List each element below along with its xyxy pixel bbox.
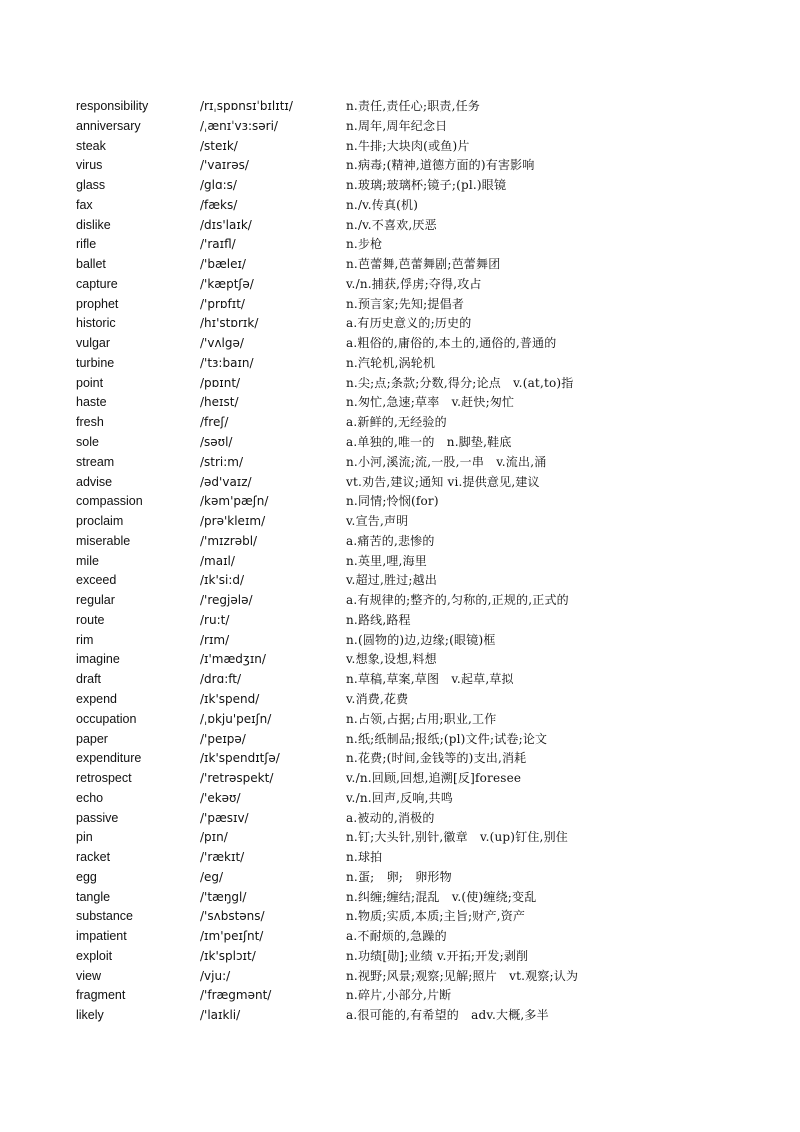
vocabulary-phonetic: /ru:t/ xyxy=(200,612,230,627)
vocabulary-row xyxy=(76,670,776,690)
vocabulary-word: exploit xyxy=(76,948,113,963)
vocabulary-phonetic: /'ekəʊ/ xyxy=(200,790,241,805)
vocabulary-meaning: a.有历史意义的;历史的 xyxy=(346,316,472,331)
vocabulary-phonetic: /eg/ xyxy=(200,869,224,884)
vocabulary-row xyxy=(76,868,776,888)
vocabulary-meaning: v.消费,花费 xyxy=(346,691,409,706)
vocabulary-word: proclaim xyxy=(76,514,124,529)
vocabulary-word: retrospect xyxy=(76,771,132,786)
vocabulary-meaning: v./n.捕获,俘虏;夺得,攻占 xyxy=(346,276,482,291)
vocabulary-word: advise xyxy=(76,474,113,489)
vocabulary-word: stream xyxy=(76,454,115,469)
vocabulary-phonetic: /ɪk'spend/ xyxy=(200,691,260,706)
vocabulary-meaning: n.纸;纸制品;报纸;(pl)文件;试卷;论文 xyxy=(346,731,548,746)
vocabulary-meaning: v.超过,胜过;越出 xyxy=(346,573,438,588)
vocabulary-row xyxy=(76,196,776,216)
vocabulary-meaning: n.汽轮机,涡轮机 xyxy=(346,355,436,370)
vocabulary-row xyxy=(76,117,776,137)
vocabulary-word: imagine xyxy=(76,652,120,667)
vocabulary-row xyxy=(76,216,776,236)
vocabulary-word: virus xyxy=(76,158,103,173)
vocabulary-row xyxy=(76,907,776,927)
vocabulary-row xyxy=(76,809,776,829)
vocabulary-phonetic: /'regjələ/ xyxy=(200,593,253,608)
vocabulary-phonetic: /maɪl/ xyxy=(200,553,235,568)
vocabulary-row xyxy=(76,749,776,769)
vocabulary-word: mile xyxy=(76,553,99,568)
vocabulary-row xyxy=(76,967,776,987)
vocabulary-row xyxy=(76,888,776,908)
vocabulary-word: fragment xyxy=(76,988,126,1003)
vocabulary-row xyxy=(76,571,776,591)
vocabulary-word: occupation xyxy=(76,711,137,726)
vocabulary-phonetic: /'kæptʃə/ xyxy=(200,276,254,291)
vocabulary-meaning: n.碎片,小部分,片断 xyxy=(346,988,452,1003)
vocabulary-word: passive xyxy=(76,810,119,825)
vocabulary-meaning: a.有规律的;整齐的,匀称的,正规的,正式的 xyxy=(346,593,569,608)
vocabulary-word: rifle xyxy=(76,237,97,252)
vocabulary-word: point xyxy=(76,375,104,390)
vocabulary-phonetic: /freʃ/ xyxy=(200,415,229,430)
vocabulary-meaning: n.视野;风景;观察;见解;照片 vt.观察;认为 xyxy=(346,968,579,983)
vocabulary-meaning: v./n.回顾,回想,追溯[反]foresee xyxy=(346,771,522,786)
vocabulary-word: anniversary xyxy=(76,118,141,133)
vocabulary-word: pin xyxy=(76,830,93,845)
vocabulary-phonetic: /ɪm'peɪʃnt/ xyxy=(200,929,264,944)
vocabulary-word: egg xyxy=(76,869,97,884)
vocabulary-row xyxy=(76,354,776,374)
vocabulary-meaning: n.病毒;(精神,道德方面的)有害影响 xyxy=(346,158,535,173)
vocabulary-row xyxy=(76,631,776,651)
vocabulary-meaning: a.被动的,消极的 xyxy=(346,810,435,825)
vocabulary-meaning: n.匆忙,急速;草率 v.赶快;匆忙 xyxy=(346,395,515,410)
vocabulary-meaning: n.责任,责任心;职责,任务 xyxy=(346,99,481,113)
vocabulary-phonetic: /'peɪpə/ xyxy=(200,731,246,746)
vocabulary-word: capture xyxy=(76,276,118,291)
vocabulary-row xyxy=(76,552,776,572)
vocabulary-meaning: n./v.不喜欢,厌恶 xyxy=(346,217,437,232)
vocabulary-row xyxy=(76,492,776,512)
vocabulary-meaning: n.占领,占据;占用;职业,工作 xyxy=(346,711,497,726)
vocabulary-word: ballet xyxy=(76,257,106,272)
vocabulary-meaning: n.步枪 xyxy=(346,237,383,252)
vocabulary-row xyxy=(76,413,776,433)
vocabulary-phonetic: /'vʌlgə/ xyxy=(200,336,244,351)
vocabulary-phonetic: /heɪst/ xyxy=(200,395,239,410)
vocabulary-row xyxy=(76,235,776,255)
vocabulary-meaning: n.芭蕾舞,芭蕾舞剧;芭蕾舞团 xyxy=(346,257,501,272)
vocabulary-phonetic: /'pæsɪv/ xyxy=(200,810,249,825)
vocabulary-meaning: a.痛苦的,悲惨的 xyxy=(346,533,435,548)
vocabulary-phonetic: /'prɒfɪt/ xyxy=(200,296,245,311)
vocabulary-phonetic: /'raɪfl/ xyxy=(200,237,236,252)
vocabulary-meaning: n.钉;大头针,别针,徽章 v.(up)钉住,别住 xyxy=(346,830,568,845)
vocabulary-phonetic: /ɪ'mædʒɪn/ xyxy=(200,652,266,667)
vocabulary-row xyxy=(76,453,776,473)
vocabulary-word: sole xyxy=(76,435,99,450)
vocabulary-meaning: n.尖;点;条款;分数,得分;论点 v.(at,to)指 xyxy=(346,375,574,390)
vocabulary-phonetic: /stri:m/ xyxy=(200,454,244,469)
vocabulary-meaning: a.很可能的,有希望的 adv.大概,多半 xyxy=(346,1008,549,1023)
vocabulary-row xyxy=(76,275,776,295)
vocabulary-meaning: n.草稿,草案,草图 v.起草,草拟 xyxy=(346,672,514,687)
vocabulary-phonetic: /ɪk'si:d/ xyxy=(200,573,245,588)
vocabulary-meaning: n.物质;实质,本质;主旨;财产,资产 xyxy=(346,909,526,924)
vocabulary-phonetic: /kəm'pæʃn/ xyxy=(200,494,269,509)
vocabulary-row xyxy=(76,690,776,710)
vocabulary-meaning: a.单独的,唯一的 n.脚垫,鞋底 xyxy=(346,435,512,450)
vocabulary-meaning: vt.劝告,建议;通知 vi.提供意见,建议 xyxy=(346,474,540,489)
vocabulary-phonetic: /'tæŋgl/ xyxy=(200,889,247,904)
vocabulary-row xyxy=(76,255,776,275)
vocabulary-row xyxy=(76,828,776,848)
vocabulary-phonetic: /drɑ:ft/ xyxy=(200,672,242,687)
vocabulary-row xyxy=(76,789,776,809)
vocabulary-row xyxy=(76,295,776,315)
vocabulary-meaning: n.周年,周年纪念日 xyxy=(346,118,448,133)
vocabulary-word: echo xyxy=(76,790,104,805)
vocabulary-phonetic: /'sʌbstəns/ xyxy=(200,909,265,924)
vocabulary-word: compassion xyxy=(76,494,143,509)
vocabulary-meaning: v.想象,设想,料想 xyxy=(346,652,437,667)
vocabulary-phonetic: /əd'vaɪz/ xyxy=(200,474,252,489)
vocabulary-meaning: n.球拍 xyxy=(346,850,383,865)
vocabulary-word: haste xyxy=(76,395,107,410)
vocabulary-word: prophet xyxy=(76,296,119,311)
vocabulary-row xyxy=(76,176,776,196)
vocabulary-word: miserable xyxy=(76,533,131,548)
vocabulary-list xyxy=(76,97,776,1026)
vocabulary-row xyxy=(76,156,776,176)
vocabulary-row xyxy=(76,532,776,552)
vocabulary-phonetic: /dɪs'laɪk/ xyxy=(200,217,252,232)
vocabulary-meaning: n.小河,溪流;流,一股,一串 v.流出,涌 xyxy=(346,454,547,469)
vocabulary-phonetic: /vju:/ xyxy=(200,968,231,983)
vocabulary-word: impatient xyxy=(76,929,127,944)
vocabulary-row xyxy=(76,97,776,117)
vocabulary-phonetic: /ˌænɪˈvɜ:səri/ xyxy=(200,118,278,133)
vocabulary-meaning: n.玻璃;玻璃杯;镜子;(pl.)眼镜 xyxy=(346,178,507,193)
vocabulary-row xyxy=(76,611,776,631)
vocabulary-row xyxy=(76,927,776,947)
vocabulary-meaning: a.粗俗的,庸俗的,本土的,通俗的,普通的 xyxy=(346,336,557,351)
vocabulary-word: turbine xyxy=(76,355,115,370)
vocabulary-row xyxy=(76,393,776,413)
vocabulary-row xyxy=(76,473,776,493)
vocabulary-phonetic: /rɪm/ xyxy=(200,632,230,647)
vocabulary-row xyxy=(76,848,776,868)
vocabulary-meaning: n.(圆物的)边,边缘;(眼镜)框 xyxy=(346,632,496,647)
vocabulary-row xyxy=(76,334,776,354)
vocabulary-phonetic: /'frægmənt/ xyxy=(200,988,272,1003)
vocabulary-word: regular xyxy=(76,593,115,608)
vocabulary-phonetic: /fæks/ xyxy=(200,197,238,212)
vocabulary-word: substance xyxy=(76,909,133,924)
vocabulary-phonetic: /ɪk'splɔɪt/ xyxy=(200,948,256,963)
vocabulary-phonetic: /'rækɪt/ xyxy=(200,850,245,865)
vocabulary-word: glass xyxy=(76,178,106,193)
vocabulary-phonetic: /pɪn/ xyxy=(200,830,228,845)
vocabulary-row xyxy=(76,591,776,611)
vocabulary-row xyxy=(76,710,776,730)
vocabulary-phonetic: /səʊl/ xyxy=(200,435,233,450)
vocabulary-phonetic: /ɪk'spendɪtʃə/ xyxy=(200,751,280,766)
vocabulary-word: racket xyxy=(76,850,111,865)
vocabulary-word: exceed xyxy=(76,573,117,588)
vocabulary-phonetic: /pɒɪnt/ xyxy=(200,375,241,390)
vocabulary-word: likely xyxy=(76,1008,104,1023)
vocabulary-meaning: n.路线,路程 xyxy=(346,612,411,627)
vocabulary-word: dislike xyxy=(76,217,111,232)
vocabulary-row xyxy=(76,986,776,1006)
vocabulary-row xyxy=(76,769,776,789)
vocabulary-phonetic: /rɪˌspɒnsɪˈbɪlɪtɪ/ xyxy=(200,99,293,113)
vocabulary-word: view xyxy=(76,968,102,983)
vocabulary-meaning: v./n.回声,反响,共鸣 xyxy=(346,790,453,805)
vocabulary-phonetic: /'laɪkli/ xyxy=(200,1008,241,1023)
vocabulary-word: vulgar xyxy=(76,336,111,351)
vocabulary-row xyxy=(76,374,776,394)
vocabulary-meaning: n.功绩[勋];业绩 v.开拓;开发;剥削 xyxy=(346,948,529,963)
vocabulary-row xyxy=(76,730,776,750)
vocabulary-meaning: n.预言家;先知;提倡者 xyxy=(346,296,465,311)
vocabulary-phonetic: /'retrəspekt/ xyxy=(200,771,274,786)
vocabulary-word: responsibility xyxy=(76,99,149,113)
vocabulary-word: steak xyxy=(76,138,106,153)
vocabulary-word: expend xyxy=(76,691,118,706)
vocabulary-word: historic xyxy=(76,316,116,331)
vocabulary-meaning: n.蛋; 卵; 卵形物 xyxy=(346,869,452,884)
vocabulary-meaning: a.新鲜的,无经验的 xyxy=(346,415,447,430)
vocabulary-word: draft xyxy=(76,672,102,687)
vocabulary-meaning: n.纠缠;缠结;混乱 v.(使)缠绕;变乱 xyxy=(346,889,537,904)
vocabulary-meaning: n.英里,哩,海里 xyxy=(346,553,427,568)
vocabulary-phonetic: /prə'kleɪm/ xyxy=(200,514,266,529)
vocabulary-phonetic: /'vaɪrəs/ xyxy=(200,158,249,173)
vocabulary-meaning: n./v.传真(机) xyxy=(346,197,419,212)
vocabulary-meaning: v.宣告,声明 xyxy=(346,514,409,529)
vocabulary-phonetic: /'tɜ:baɪn/ xyxy=(200,355,254,370)
vocabulary-row xyxy=(76,314,776,334)
vocabulary-row xyxy=(76,512,776,532)
vocabulary-phonetic: /'mɪzrəbl/ xyxy=(200,533,258,548)
vocabulary-meaning: n.花费;(时间,金钱等的)支出,消耗 xyxy=(346,751,527,766)
vocabulary-word: tangle xyxy=(76,889,111,904)
vocabulary-meaning: a.不耐烦的,急躁的 xyxy=(346,929,447,944)
vocabulary-meaning: n.牛排;大块肉(或鱼)片 xyxy=(346,138,470,153)
vocabulary-row xyxy=(76,137,776,157)
vocabulary-word: fax xyxy=(76,197,93,212)
vocabulary-word: route xyxy=(76,612,105,627)
vocabulary-word: paper xyxy=(76,731,108,746)
vocabulary-phonetic: /steɪk/ xyxy=(200,138,238,153)
vocabulary-row xyxy=(76,433,776,453)
vocabulary-phonetic: /'bæleɪ/ xyxy=(200,257,246,272)
vocabulary-phonetic: /glɑ:s/ xyxy=(200,178,237,193)
vocabulary-word: rim xyxy=(76,632,94,647)
vocabulary-phonetic: /hɪ'stɒrɪk/ xyxy=(200,316,259,331)
vocabulary-phonetic: /ˌɒkju'peɪʃn/ xyxy=(200,711,272,726)
vocabulary-meaning: n.同情;怜悯(for) xyxy=(346,494,439,509)
vocabulary-row xyxy=(76,1006,776,1026)
vocabulary-row xyxy=(76,947,776,967)
vocabulary-word: expenditure xyxy=(76,751,142,766)
vocabulary-word: fresh xyxy=(76,415,104,430)
vocabulary-row xyxy=(76,650,776,670)
